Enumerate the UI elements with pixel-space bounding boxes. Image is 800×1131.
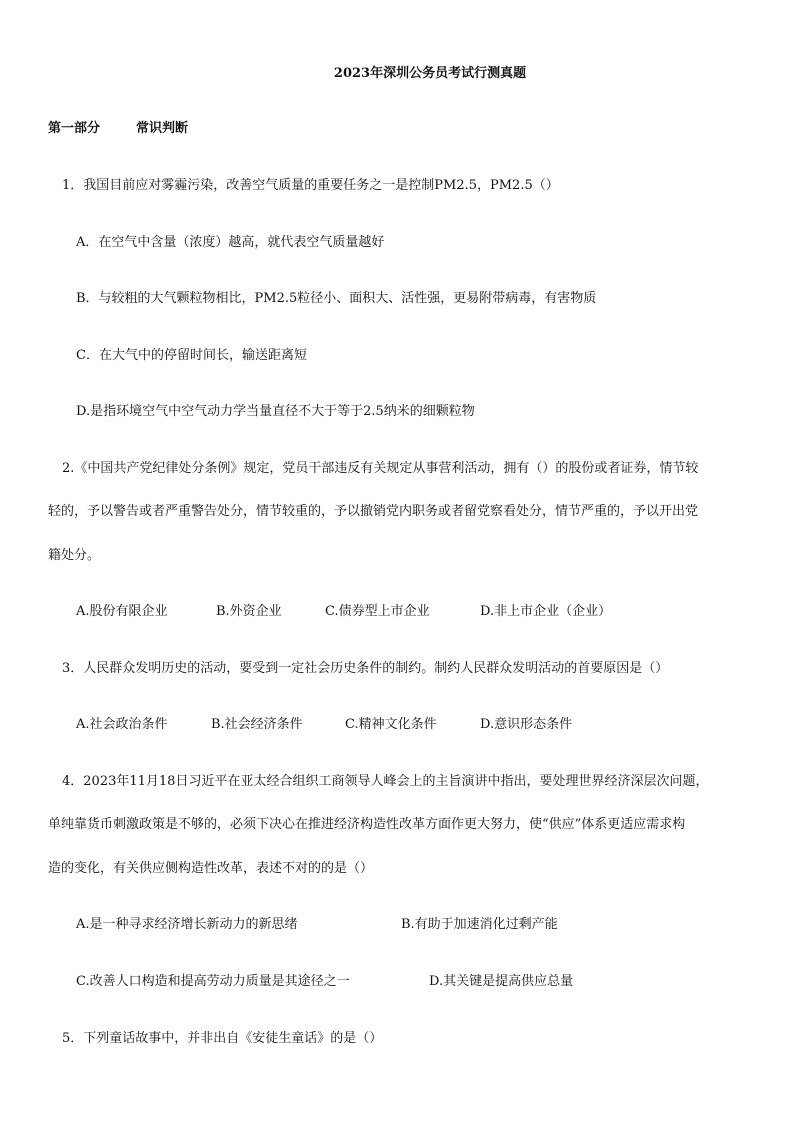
question-4-option-b: B.有助于加速消化过剩产能 (401, 917, 558, 932)
section-name: 常识判断 (136, 121, 189, 136)
document-title: 2023年深圳公务员考试行测真题 (333, 66, 527, 81)
question-2-option-d: D.非上市企业（企业） (480, 604, 612, 619)
question-2-stem-line-3: 籍处分。 (48, 548, 101, 563)
question-5-stem: 5．下列童话故事中，并非出自《安徒生童话》的是（） (62, 1031, 383, 1046)
question-2-option-b: B.外资企业 (216, 604, 282, 619)
question-3-stem: 3．人民群众发明历史的活动，要受到一定社会历史条件的制约。制约人民群众发明活动的首要原因是（） (62, 661, 669, 676)
question-4-stem-line-1: 4．2023年11月18日习近平在亚太经合组织工商领导人峰会上的主旨演讲中指出，要处理世界经济深层次问题， (62, 774, 709, 789)
question-1-option-c: C．在大气中的停留时间长，输送距离短 (76, 348, 307, 363)
question-2-stem-line-1: 2.《中国共产党纪律处分条例》规定，党员干部违反有关规定从事营利活动，拥有（）的股份或者证券，情节较 (62, 461, 699, 476)
question-4-option-d: D.其关键是提高供应总量 (429, 974, 574, 989)
question-1-option-b: B．与较粗的大气颗粒物相比，PM2.5粒径小、面积大、活性强，更易附带病毒，有害物质 (76, 291, 597, 306)
question-2-option-a: A.股份有限企业 (76, 604, 168, 619)
question-4-stem-line-3: 造的变化，有关供应侧构造性改革，表述不对的的是（） (48, 861, 374, 876)
question-4-option-c: C.改善人口构造和提高劳动力质量是其途径之一 (76, 974, 350, 989)
question-3-option-c: C.精神文化条件 (345, 717, 437, 732)
question-3-option-a: A.社会政治条件 (76, 717, 168, 732)
question-2-stem-line-2: 轻的，予以警告或者严重警告处分，情节较重的，予以撤销党内职务或者留党察看处分，情节严重的，予以开出党 (48, 504, 699, 519)
question-1-option-d: D.是指环境空气中空气动力学当量直径不大于等于2.5纳米的细颗粒物 (76, 404, 475, 419)
question-1-stem: 1．我国目前应对雾霾污染，改善空气质量的重要任务之一是控制PM2.5，PM2.5（） (62, 178, 559, 193)
question-2-option-c: C.债券型上市企业 (325, 604, 430, 619)
question-3-option-b: B.社会经济条件 (211, 717, 303, 732)
question-1-option-a: A．在空气中含量（浓度）越高，就代表空气质量越好 (76, 235, 385, 250)
question-4-stem-line-2: 单纯靠货币刺激政策是不够的，必须下决心在推进经济构造性改革方面作更大努力，使“供应”体系更适应需求构 (48, 817, 686, 832)
section-part: 第一部分 (48, 121, 101, 136)
question-3-option-d: D.意识形态条件 (480, 717, 573, 732)
question-4-option-a: A.是一种寻求经济增长新动力的新思绪 (76, 917, 298, 932)
